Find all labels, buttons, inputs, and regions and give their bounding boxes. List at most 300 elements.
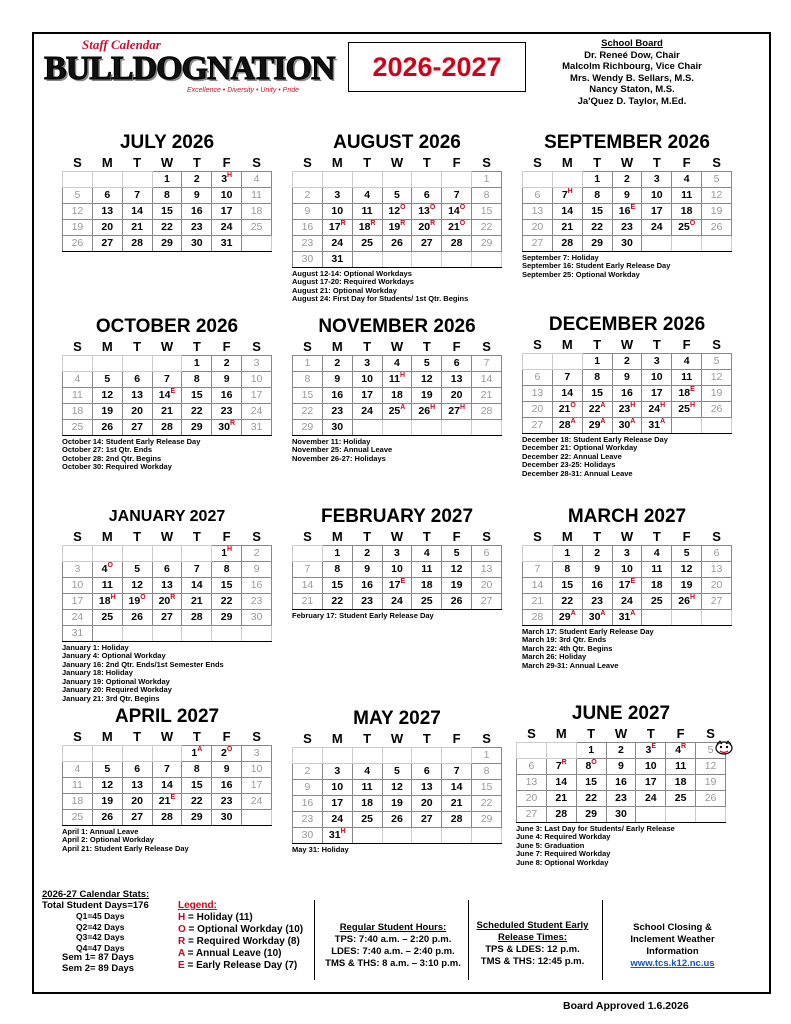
board-member: Nancy Staton, M.S. bbox=[589, 84, 675, 95]
day-number: 5 bbox=[423, 357, 430, 369]
school-board-title: School Board bbox=[601, 38, 663, 49]
day-cell bbox=[322, 763, 352, 779]
day-number: 23 bbox=[220, 405, 233, 417]
day-number: 12 bbox=[450, 563, 463, 575]
day-cell bbox=[702, 369, 732, 385]
day-cell bbox=[242, 219, 272, 235]
day-cell bbox=[517, 758, 547, 774]
day-number: 16 bbox=[220, 779, 233, 791]
day-number: 11 bbox=[651, 563, 663, 575]
day-cell bbox=[182, 387, 212, 403]
month-note: December 22: Annual Leave bbox=[522, 451, 622, 461]
month-notes bbox=[292, 438, 502, 464]
day-cell bbox=[576, 758, 606, 774]
day-cell bbox=[672, 561, 702, 577]
day-number: 14 bbox=[158, 389, 171, 401]
day-number: 5 bbox=[104, 373, 111, 385]
day-code-badge: A bbox=[600, 418, 606, 425]
day-cell bbox=[472, 219, 502, 235]
day-cell bbox=[352, 779, 382, 795]
month-title: MARCH 2027 bbox=[567, 506, 687, 527]
weekday-header: M bbox=[101, 338, 113, 354]
empty-cell bbox=[322, 747, 352, 763]
day-number: 25 bbox=[71, 421, 84, 433]
day-cell bbox=[152, 171, 182, 187]
day-number: 6 bbox=[134, 373, 141, 385]
month-note: January 21: 3rd Qtr. Begins bbox=[62, 694, 160, 704]
day-number: 19 bbox=[420, 389, 433, 401]
day-cell bbox=[212, 203, 242, 219]
month-january-2027 bbox=[62, 506, 272, 704]
day-number: 5 bbox=[707, 744, 714, 756]
month-grid bbox=[522, 154, 732, 252]
day-number: 9 bbox=[624, 189, 630, 201]
day-code-badge: E bbox=[651, 743, 657, 750]
day-cell bbox=[122, 187, 152, 203]
day-cell bbox=[293, 561, 323, 577]
weekday-header: F bbox=[452, 730, 461, 746]
month-grid bbox=[62, 338, 272, 436]
divider bbox=[602, 900, 603, 980]
day-cell bbox=[666, 742, 696, 758]
day-number: 25 bbox=[250, 221, 263, 233]
empty-cell bbox=[442, 827, 472, 843]
day-number: 6 bbox=[104, 189, 111, 201]
day-cell bbox=[412, 577, 442, 593]
day-cell bbox=[212, 171, 242, 187]
day-code-badge: R bbox=[430, 220, 436, 227]
day-number: 1 bbox=[193, 357, 200, 369]
day-number: 29 bbox=[591, 237, 603, 249]
district-website-link[interactable]: www.tcs.k12.nc.us bbox=[630, 958, 715, 969]
day-cell bbox=[322, 371, 352, 387]
day-cell bbox=[242, 545, 272, 561]
day-cell bbox=[442, 187, 472, 203]
day-cell bbox=[92, 187, 122, 203]
month-notes bbox=[62, 828, 272, 854]
day-number: 20 bbox=[131, 795, 143, 807]
day-number: 29 bbox=[480, 237, 493, 249]
day-number: 17 bbox=[250, 779, 263, 791]
day-cell bbox=[472, 545, 502, 561]
empty-cell bbox=[322, 171, 352, 187]
day-number: 18 bbox=[71, 795, 84, 807]
day-cell bbox=[412, 561, 442, 577]
day-cell bbox=[152, 219, 182, 235]
day-number: 29 bbox=[588, 419, 601, 431]
day-number: 18 bbox=[71, 405, 84, 417]
day-cell bbox=[642, 385, 672, 401]
day-number: 17 bbox=[328, 221, 341, 233]
empty-cell bbox=[412, 251, 442, 267]
day-number: 23 bbox=[331, 405, 344, 417]
school-board bbox=[534, 38, 730, 107]
day-cell bbox=[242, 793, 272, 809]
day-code-badge: O bbox=[591, 759, 597, 766]
day-number: 28 bbox=[480, 405, 493, 417]
day-cell bbox=[352, 371, 382, 387]
empty-cell bbox=[242, 235, 272, 251]
day-number: 11 bbox=[681, 371, 693, 383]
day-number: 15 bbox=[301, 389, 314, 401]
day-number: 15 bbox=[585, 776, 597, 788]
day-cell bbox=[352, 203, 382, 219]
weekday-header: T bbox=[652, 336, 661, 352]
day-cell bbox=[152, 235, 182, 251]
empty-cell bbox=[523, 171, 553, 187]
empty-cell bbox=[672, 417, 702, 433]
day-number: 8 bbox=[334, 563, 341, 575]
day-cell bbox=[322, 545, 352, 561]
empty-cell bbox=[293, 545, 323, 561]
empty-cell bbox=[412, 827, 442, 843]
day-number: 27 bbox=[710, 595, 723, 607]
day-number: 13 bbox=[101, 205, 114, 217]
day-number: 10 bbox=[250, 373, 263, 385]
day-cell bbox=[182, 609, 212, 625]
day-number: 7 bbox=[561, 189, 568, 201]
day-cell bbox=[352, 593, 382, 609]
day-number: 7 bbox=[534, 563, 541, 575]
month-december-2026 bbox=[522, 314, 732, 478]
day-cell bbox=[352, 795, 382, 811]
day-cell bbox=[92, 203, 122, 219]
weekday-header: F bbox=[222, 338, 231, 354]
stats-quarter: Q3=42 Days bbox=[76, 932, 125, 942]
day-number: 19 bbox=[71, 221, 84, 233]
day-number: 7 bbox=[564, 371, 571, 383]
day-number: 12 bbox=[391, 781, 403, 793]
day-cell bbox=[582, 545, 612, 561]
day-cell bbox=[546, 774, 576, 790]
day-code-badge: H bbox=[689, 594, 696, 601]
day-number: 18 bbox=[650, 579, 663, 591]
day-number: 20 bbox=[131, 405, 143, 417]
day-cell bbox=[642, 353, 672, 369]
day-cell bbox=[582, 385, 612, 401]
day-number: 30 bbox=[588, 611, 601, 623]
day-cell bbox=[92, 403, 122, 419]
school-year: 2026-2027 bbox=[372, 51, 502, 82]
day-number: 10 bbox=[250, 763, 263, 775]
day-number: 16 bbox=[331, 389, 344, 401]
day-cell bbox=[702, 353, 732, 369]
stats-title: 2026-27 Calendar Stats: bbox=[42, 889, 150, 900]
empty-cell bbox=[152, 355, 182, 371]
day-cell bbox=[293, 219, 323, 235]
day-number: 29 bbox=[190, 811, 203, 823]
day-code-badge: E bbox=[690, 386, 695, 393]
day-cell bbox=[152, 419, 182, 435]
weekday-header: T bbox=[422, 154, 431, 170]
day-number: 8 bbox=[483, 765, 490, 777]
month-grid bbox=[522, 336, 732, 434]
day-number: 6 bbox=[483, 547, 490, 559]
day-cell bbox=[182, 809, 212, 825]
month-note: June 4: Required Workday bbox=[516, 832, 611, 842]
day-number: 26 bbox=[101, 421, 114, 433]
day-number: 14 bbox=[561, 205, 574, 217]
day-cell bbox=[322, 419, 352, 435]
day-code-badge: A bbox=[570, 418, 576, 425]
day-number: 15 bbox=[220, 579, 233, 591]
day-number: 28 bbox=[555, 808, 568, 820]
brand-tagline: Excellence • Diversity • Unity • Pride bbox=[187, 87, 299, 94]
empty-cell bbox=[636, 806, 666, 822]
legend-item: R = Required Workday (8) bbox=[178, 936, 300, 947]
day-number: 22 bbox=[561, 595, 574, 607]
day-number: 10 bbox=[650, 371, 663, 383]
day-code-badge: O bbox=[689, 220, 696, 227]
empty-cell bbox=[293, 747, 323, 763]
empty-cell bbox=[92, 625, 122, 641]
empty-cell bbox=[642, 235, 672, 251]
day-cell bbox=[293, 235, 323, 251]
day-cell bbox=[182, 593, 212, 609]
month-note: June 8: Optional Workday bbox=[516, 857, 609, 867]
day-code-badge: H bbox=[340, 828, 346, 835]
weekday-header: S bbox=[712, 528, 721, 544]
day-number: 15 bbox=[190, 779, 203, 791]
hours-line: LDES: 7:40 a.m. – 2:40 p.m. bbox=[331, 946, 455, 957]
day-number: 29 bbox=[558, 611, 571, 623]
day-cell bbox=[63, 561, 93, 577]
weekday-header: W bbox=[390, 528, 404, 544]
day-number: 18 bbox=[678, 387, 691, 399]
empty-cell bbox=[642, 609, 672, 625]
day-number: 26 bbox=[710, 221, 723, 233]
empty-cell bbox=[122, 625, 152, 641]
day-cell bbox=[636, 742, 666, 758]
day-cell bbox=[293, 187, 323, 203]
day-number: 4 bbox=[74, 763, 81, 775]
day-number: 20 bbox=[480, 579, 493, 591]
day-number: 9 bbox=[594, 563, 601, 575]
day-cell bbox=[122, 387, 152, 403]
day-cell bbox=[63, 809, 93, 825]
day-number: 1 bbox=[588, 744, 595, 756]
month-august-2026 bbox=[292, 132, 502, 304]
day-cell bbox=[92, 419, 122, 435]
day-number: 12 bbox=[680, 563, 693, 575]
day-cell bbox=[182, 355, 212, 371]
day-cell bbox=[612, 353, 642, 369]
day-cell bbox=[152, 609, 182, 625]
day-cell bbox=[412, 795, 442, 811]
day-cell bbox=[293, 577, 323, 593]
day-cell bbox=[242, 355, 272, 371]
weekday-header: S bbox=[73, 154, 82, 170]
day-cell bbox=[612, 561, 642, 577]
day-cell bbox=[702, 219, 732, 235]
day-code-badge: A bbox=[630, 418, 636, 425]
empty-cell bbox=[152, 625, 182, 641]
day-cell bbox=[122, 219, 152, 235]
day-number: 10 bbox=[391, 563, 403, 575]
stats-sem2: Sem 2= 89 Days bbox=[62, 962, 135, 974]
day-number: 8 bbox=[594, 189, 601, 201]
weekday-header: M bbox=[331, 338, 343, 354]
weekday-header: F bbox=[452, 338, 461, 354]
day-number: 13 bbox=[531, 387, 544, 399]
day-cell bbox=[582, 401, 612, 417]
month-note: November 25: Annual Leave bbox=[292, 445, 393, 455]
day-cell bbox=[552, 577, 582, 593]
day-number: 31 bbox=[71, 627, 84, 639]
day-cell bbox=[352, 355, 382, 371]
day-number: 24 bbox=[648, 403, 661, 415]
empty-cell bbox=[442, 419, 472, 435]
day-cell bbox=[552, 235, 582, 251]
month-notes bbox=[522, 436, 732, 479]
day-number: 31 bbox=[328, 829, 341, 841]
day-cell bbox=[182, 745, 212, 761]
day-number: 16 bbox=[618, 205, 631, 217]
month-title: DECEMBER 2026 bbox=[548, 314, 706, 335]
month-title: FEBRUARY 2027 bbox=[320, 506, 474, 527]
day-cell bbox=[182, 761, 212, 777]
day-cell bbox=[582, 609, 612, 625]
stats-quarter: Q1=45 Days bbox=[76, 911, 125, 921]
day-number: 2 bbox=[618, 744, 624, 756]
day-cell bbox=[122, 593, 152, 609]
day-cell bbox=[122, 809, 152, 825]
day-cell bbox=[612, 235, 642, 251]
day-code-badge: O bbox=[429, 204, 436, 211]
weekday-header: M bbox=[561, 336, 573, 352]
day-number: 8 bbox=[564, 563, 571, 575]
day-number: 25 bbox=[678, 403, 690, 415]
empty-cell bbox=[412, 171, 442, 187]
day-cell bbox=[382, 593, 412, 609]
day-cell bbox=[702, 187, 732, 203]
month-notes bbox=[516, 825, 726, 868]
empty-cell bbox=[182, 545, 212, 561]
legend-item: A = Annual Leave (10) bbox=[178, 948, 282, 959]
day-number: 26 bbox=[391, 237, 403, 249]
day-number: 29 bbox=[161, 237, 173, 249]
board-member: Mrs. Wendy B. Sellars, M.S. bbox=[570, 72, 694, 84]
day-number: 26 bbox=[450, 595, 463, 607]
month-september-2026 bbox=[522, 132, 732, 279]
empty-cell bbox=[696, 806, 726, 822]
weekday-header: S bbox=[303, 338, 312, 354]
day-number: 12 bbox=[131, 579, 143, 591]
day-cell bbox=[672, 593, 702, 609]
day-number: 18 bbox=[98, 595, 111, 607]
day-number: 17 bbox=[618, 579, 631, 591]
month-note: November 11: Holiday bbox=[292, 436, 371, 446]
day-number: 16 bbox=[301, 221, 314, 233]
day-cell bbox=[352, 387, 382, 403]
day-number: 1 bbox=[164, 173, 170, 185]
weekday-header: W bbox=[620, 336, 634, 352]
empty-cell bbox=[412, 419, 442, 435]
day-number: 20 bbox=[450, 389, 463, 401]
day-number: 6 bbox=[453, 357, 460, 369]
weekday-header: W bbox=[390, 338, 404, 354]
month-note: April 21: Student Early Release Day bbox=[62, 843, 189, 853]
day-number: 14 bbox=[190, 579, 203, 591]
weekday-header: S bbox=[252, 528, 261, 544]
day-cell bbox=[552, 417, 582, 433]
weekday-header: S bbox=[252, 728, 261, 744]
day-number: 4 bbox=[253, 173, 260, 185]
day-cell bbox=[472, 593, 502, 609]
day-cell bbox=[552, 369, 582, 385]
day-number: 11 bbox=[361, 205, 373, 217]
month-grid bbox=[62, 154, 272, 252]
empty-cell bbox=[672, 235, 702, 251]
day-cell bbox=[122, 761, 152, 777]
day-number: 2 bbox=[223, 357, 230, 369]
day-cell bbox=[382, 203, 412, 219]
day-cell bbox=[642, 561, 672, 577]
day-number: 1 bbox=[334, 547, 341, 559]
day-cell bbox=[672, 577, 702, 593]
weekday-header: S bbox=[712, 154, 721, 170]
month-notes bbox=[62, 438, 272, 472]
day-cell bbox=[472, 577, 502, 593]
day-number: 26 bbox=[678, 595, 690, 607]
day-code-badge: A bbox=[570, 610, 576, 617]
day-cell bbox=[152, 593, 182, 609]
day-number: 8 bbox=[193, 373, 200, 385]
day-cell bbox=[92, 387, 122, 403]
divider bbox=[314, 900, 315, 980]
day-cell bbox=[212, 745, 242, 761]
day-cell bbox=[182, 203, 212, 219]
day-number: 8 bbox=[483, 189, 490, 201]
month-title: MAY 2027 bbox=[353, 708, 441, 729]
day-number: 5 bbox=[713, 355, 720, 367]
day-cell bbox=[472, 371, 502, 387]
weekday-header: F bbox=[452, 154, 461, 170]
day-number: 8 bbox=[594, 371, 601, 383]
day-number: 6 bbox=[528, 760, 535, 772]
day-number: 21 bbox=[158, 795, 171, 807]
day-number: 16 bbox=[301, 797, 314, 809]
day-number: 9 bbox=[364, 563, 371, 575]
day-cell bbox=[642, 593, 672, 609]
weekday-header: T bbox=[422, 338, 431, 354]
day-cell bbox=[442, 235, 472, 251]
day-number: 16 bbox=[220, 389, 233, 401]
month-title: APRIL 2027 bbox=[114, 706, 220, 727]
month-note: November 26-27: Holidays bbox=[292, 453, 386, 463]
empty-cell bbox=[92, 745, 122, 761]
day-cell bbox=[523, 369, 553, 385]
day-code-badge: H bbox=[430, 404, 436, 411]
day-number: 9 bbox=[223, 373, 230, 385]
day-cell bbox=[552, 401, 582, 417]
day-number: 3 bbox=[334, 189, 341, 201]
day-cell bbox=[63, 577, 93, 593]
day-cell bbox=[63, 403, 93, 419]
day-number: 30 bbox=[331, 421, 344, 433]
day-number: 14 bbox=[480, 373, 493, 385]
day-cell bbox=[122, 203, 152, 219]
weekday-header: S bbox=[482, 154, 491, 170]
month-note: April 2: Optional Workday bbox=[62, 835, 154, 845]
day-cell bbox=[582, 561, 612, 577]
day-number: 30 bbox=[621, 237, 633, 249]
weekday-header: S bbox=[252, 338, 261, 354]
day-number: 8 bbox=[304, 373, 311, 385]
day-number: 1 bbox=[304, 357, 311, 369]
day-cell bbox=[442, 811, 472, 827]
month-note: February 17: Student Early Release Day bbox=[292, 610, 434, 620]
